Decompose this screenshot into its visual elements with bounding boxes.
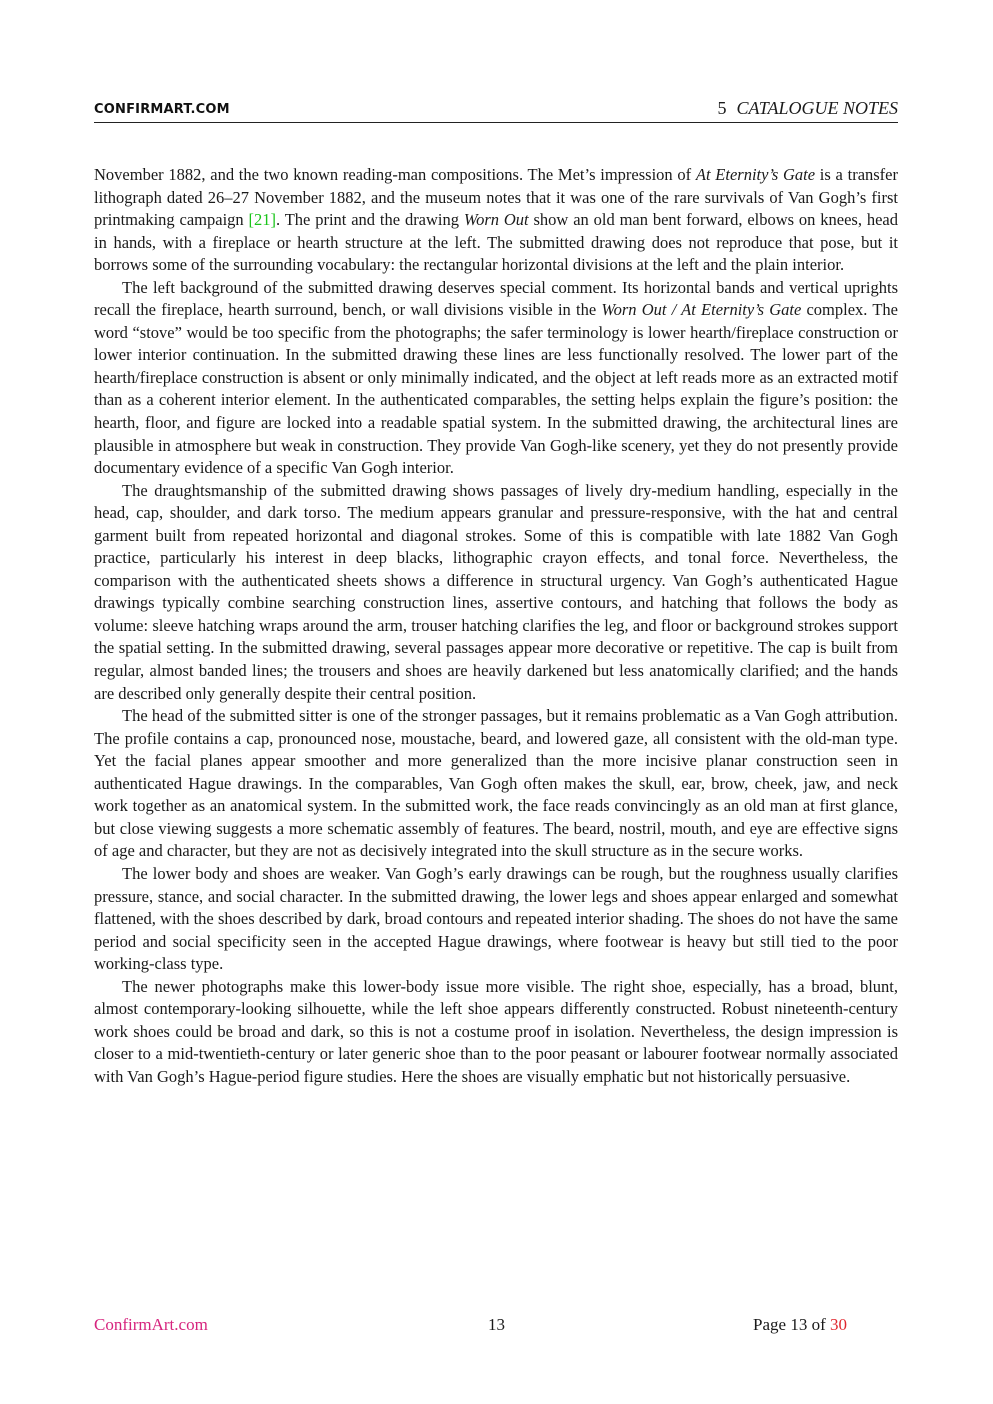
text-run: . The print and the drawing — [276, 210, 464, 230]
page-total-link[interactable]: 30 — [830, 1315, 847, 1334]
page-count-prefix: Page 13 of — [753, 1315, 830, 1334]
artwork-title: At Eternity’s Gate — [695, 165, 816, 184]
section-number: 5 — [717, 98, 727, 118]
text-run: complex. The word “stove” would be too specific from the photographs; the safer terminology is lower hearth/fireplace construction or lower interior continuation. In the submitted drawing these lines are less functionally resolved. The lower part of the hearth/fireplace construction is absent or only minimally indicated, and the object at left reads more as an extracted motif than as a coherent interior element. In the authenticated comparables, the setting helps explain the figure’s position: the hearth, floor, and figure are locked into a readable spatial system. In the submitted drawing, the architectural lines are plausible in atmosphere but weak in construction. They provide Van Gogh-like scenery, yet they do not presently provide documentary evidence of a specific Van Gogh interior. — [94, 300, 898, 478]
section-title: CATALOGUE NOTES — [736, 98, 898, 118]
paragraph-6: The newer photographs make this lower-body issue more visible. The right shoe, especially, has a broad, blunt, almost contemporary-looking silhouette, while the left shoe appears differently constructed. Robust nineteenth-century work shoes could be broad and dark, so this is not a costume proof in isolation. Nevertheless, the design impression is closer to a mid-twentieth-century or later generic shoe than to the poor peasant or labourer footwear normally associated with Van Gogh’s Hague-period figure studies. Here the shoes are visually emphatic but not historically persuasive. — [94, 976, 898, 1086]
site-logo[interactable]: CONFIRMART.COM — [94, 102, 230, 117]
text-run: November 1882, and the two known reading-man compositions. The Met’s impression of — [94, 165, 696, 184]
section-heading — [717, 98, 898, 119]
text-run: The left background of the submitted drawing deserves special comment. Its horizontal bands and vertical uprights recall the fireplace, hearth surround, bench, or wall divisions visible in the — [94, 277, 898, 320]
text-run: is a transfer lithograph dated 26–27 November 1882, and the museum notes that it was one of the rare survivals of Van Gogh’s first printmaking campaign — [94, 165, 898, 230]
artwork-title: Worn Out / At Eternity’s Gate — [601, 300, 802, 320]
running-header — [94, 98, 898, 123]
citation-link[interactable]: [21] — [248, 210, 277, 230]
footer-page-count — [753, 1315, 847, 1335]
paragraph-2 — [94, 277, 898, 480]
body-text — [94, 164, 898, 1088]
footer-site-link[interactable]: ConfirmArt.com — [94, 1315, 208, 1334]
artwork-title: Worn Out — [463, 210, 529, 230]
paragraph-5: The lower body and shoes are weaker. Van Gogh’s early drawings can be rough, but the roughness usually clarifies pressure, stance, and social character. In the submitted drawing, the lower legs and shoes appear enlarged and somewhat flattened, with the shoes described by dark, broad contours and repeated interior shading. The shoes do not have the same period and social specificity seen in the accepted Hague drawings, where footwear is heavy but still tied to the poor working-class type. — [94, 863, 898, 974]
paragraph-3: The draughtsmanship of the submitted drawing shows passages of lively dry-medium handling, especially in the head, cap, shoulder, and dark torso. The medium appears granular and pressure-responsive, with the hat and central garment built from repeated horizontal and diagonal strokes. Some of this is compatible with late 1882 Van Gogh practice, particularly his interest in deep blacks, lithographic crayon effects, and tonal force. Nevertheless, the comparison with the authenticated sheets shows a difference in structural urgency. Van Gogh’s authenticated Hague drawings typically combine searching construction lines, assertive contours, and hatching that follows the body as volume: sleeve hatching wraps around the arm, trouser hatching clarifies the leg, and floor or background strokes support the spatial setting. In the submitted drawing, several passages appear more decorative or repetitive. The cap is built from regular, almost banded lines; the trousers and shoes are heavily darkened but less anatomically clarified; and the hands are described only generally despite their central position. — [94, 480, 898, 703]
text-run: show an old man bent forward, elbows on knees, head in hands, with a fireplace or hearth structure at the left. The submitted drawing does not reproduce that pose, but it borrows some of the surrounding vocabulary: the rectangular horizontal divisions at the left and the plain interior. — [94, 210, 898, 275]
paragraph-1 — [94, 164, 898, 277]
footer-page-number: 13 — [488, 1315, 505, 1334]
paragraph-4: The head of the submitted sitter is one of the stronger passages, but it remains problematic as a Van Gogh attribution. The profile contains a cap, pronounced nose, moustache, beard, and lowered gaze, all consistent with the old-man type. Yet the facial planes appear smoother and more generalized than the more incisive planar construction seen in authenticated Hague drawings. In the comparables, Van Gogh often makes the skull, ear, brow, cheek, jaw, and neck work together as an anatomical system. In the submitted work, the face reads convincingly as an old man at first glance, but close viewing suggests a more schematic assembly of features. The beard, nostril, mouth, and eye are effective signs of age and character, but they are not as decisively integrated into the skull structure as in the secure works. — [94, 706, 898, 861]
